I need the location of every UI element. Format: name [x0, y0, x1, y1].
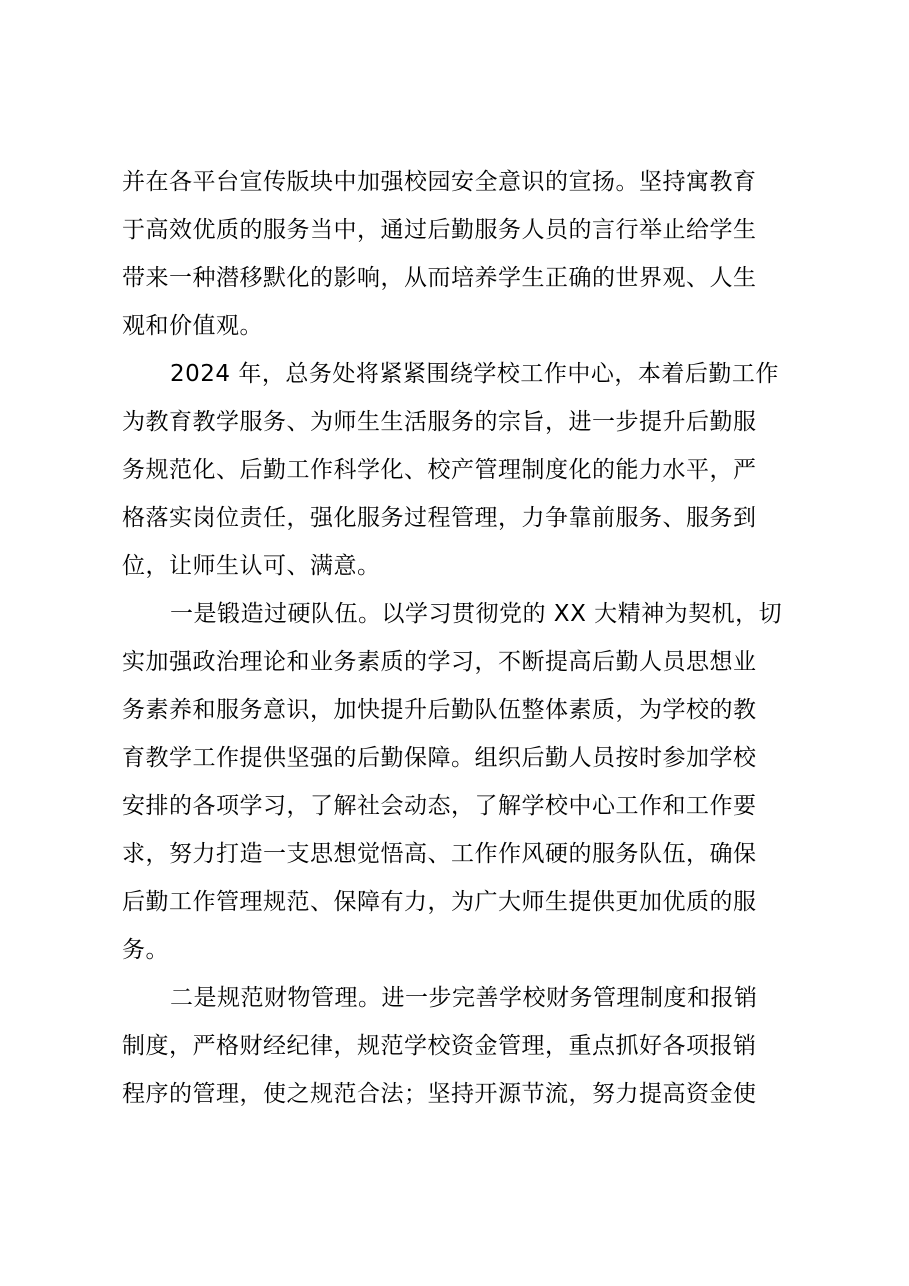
text-line: 安排的各项学习，了解社会动态，了解学校中心工作和工作要: [122, 793, 757, 819]
text-line: 并在各平台宣传版块中加强校园安全意识的宣扬。坚持寓教育: [122, 169, 757, 195]
text-line: 育教学工作提供坚强的后勤保障。组织后勤人员按时参加学校: [122, 745, 757, 771]
text-line: 务规范化、后勤工作科学化、校产管理制度化的能力水平，严: [122, 457, 757, 483]
text-line: 于高效优质的服务当中，通过后勤服务人员的言行举止给学生: [122, 217, 757, 243]
text-line: 一是锻造过硬队伍。以学习贯彻党的 XX 大精神为契机，切: [170, 601, 783, 627]
text-line: 务。: [122, 937, 169, 963]
text-line: 带来一种潜移默化的影响，从而培养学生正确的世界观、人生: [122, 265, 757, 291]
text-line: 二是规范财物管理。进一步完善学校财务管理制度和报销: [170, 985, 758, 1011]
text-line: 格落实岗位责任，强化服务过程管理，力争靠前服务、服务到: [122, 505, 757, 531]
text-line: 为教育教学服务、为师生生活服务的宗旨，进一步提升后勤服: [122, 409, 757, 435]
text-line: 2024 年，总务处将紧紧围绕学校工作中心，本着后勤工作: [170, 361, 779, 387]
text-line: 位，让师生认可、满意。: [122, 553, 381, 579]
text-line: 后勤工作管理规范、保障有力，为广大师生提供更加优质的服: [122, 889, 757, 915]
text-line: 求，努力打造一支思想觉悟高、工作作风硬的服务队伍，确保: [122, 841, 757, 867]
text-line: 实加强政治理论和业务素质的学习，不断提高后勤人员思想业: [122, 649, 757, 675]
text-line: 务素养和服务意识，加快提升后勤队伍整体素质，为学校的教: [122, 697, 757, 723]
text-line: 观和价值观。: [122, 313, 263, 339]
text-line: 程序的管理，使之规范合法；坚持开源节流，努力提高资金使: [122, 1081, 757, 1107]
text-line: 制度，严格财经纪律，规范学校资金管理，重点抓好各项报销: [122, 1033, 757, 1059]
